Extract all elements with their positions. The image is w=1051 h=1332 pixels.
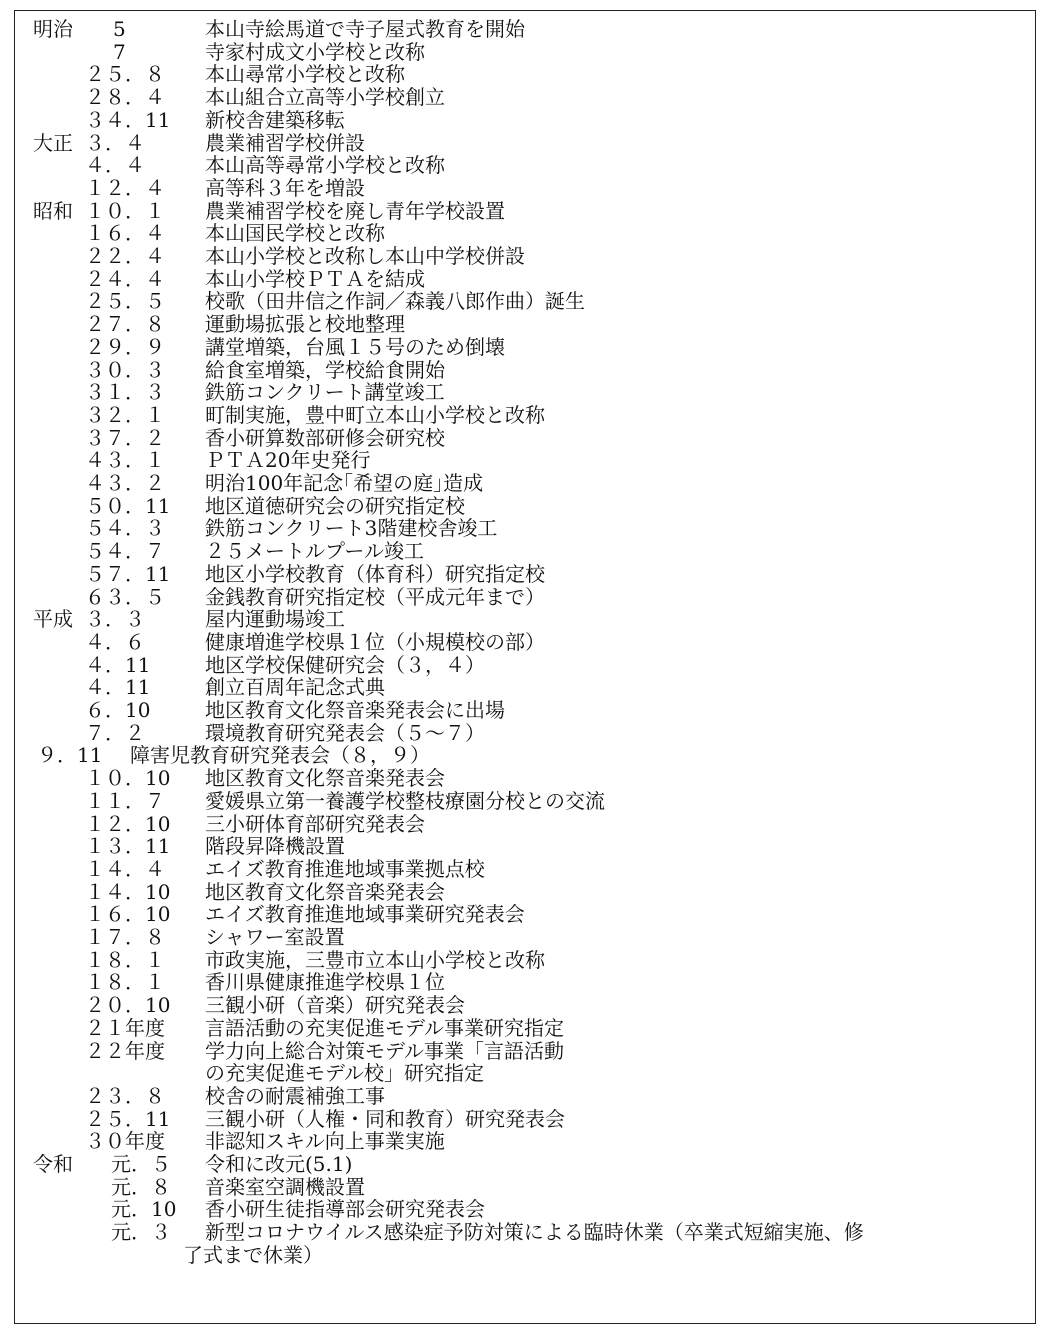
entry-event: 運動場拡張と校地整理 [205,312,405,337]
entry-date: 元．８ [111,1174,171,1199]
entry-date: １０．10 [85,766,171,791]
entry-date: 元．５ [111,1152,171,1176]
entry-event: 校歌（田井信之作詞／森義八郎作曲）誕生 [205,289,585,314]
entry-date: ２２．４ [85,244,165,268]
entry-date: ３０．３ [85,357,165,382]
entry-date: ２３．８ [85,1083,165,1108]
entry-event: 明治100年記念｢希望の庭｣造成 [205,471,484,495]
entry-date: １６．10 [85,902,171,927]
entry-date: ３．４ [85,130,145,155]
era-label: 昭和 [33,198,73,223]
entry-date: 元．３ [111,1220,171,1245]
entry-event: 階段昇降機設置 [205,834,345,859]
entry-event: 三観小研（人権・同和教育）研究発表会 [205,1106,565,1131]
entry-event: 地区教育文化祭音楽発表会 [205,766,445,791]
entry-event-continuation: の充実促進モデル校」研究指定 [205,1061,484,1086]
entry-date: ９．11 [37,743,103,768]
entry-event: 香川県健康推進学校県１位 [205,970,445,995]
entry-event: 市政実施，三豊市立本山小学校と改称 [205,947,545,972]
entry-event: ＰＴＡ20年史発行 [205,448,371,473]
entry-event: 地区道徳研究会の研究指定校 [205,493,465,518]
entry-event: シャワー室設置 [205,925,345,949]
entry-date: ２５．５ [85,289,165,314]
entry-event: 町制実施，豊中町立本山小学校と改称 [205,402,545,427]
entry-date: ４３．２ [85,471,165,495]
entry-event: エイズ教育推進地域事業拠点校 [205,856,485,881]
entry-event: 地区学校保健研究会（３，４） [205,652,485,677]
entry-event: 鉄筋コンクリート3階建校舎竣工 [205,516,498,541]
entry-event: 新校舎建築移転 [205,107,345,132]
entry-event: 三小研体育部研究発表会 [205,811,425,836]
entry-date: ３０年度 [85,1129,165,1154]
entry-event: 新型コロナウイルス感染症予防対策による臨時休業（卒業式短縮実施、修 [205,1220,864,1245]
entry-date: ４．11 [85,652,151,677]
entry-date: ２０．10 [85,993,171,1018]
entry-date: ２９．９ [85,334,165,359]
entry-event: 屋内運動場竣工 [205,607,345,632]
entry-date: ４．11 [85,675,151,700]
entry-event: 本山高等尋常小学校と改称 [205,153,445,178]
entry-event: 香小研算数部研修会研究校 [205,425,445,450]
entry-event: 本山尋常小学校と改称 [205,62,405,87]
entry-event: エイズ教育推進地域事業研究発表会 [205,902,525,927]
entry-event: 愛媛県立第一養護学校整枝療園分校との交流 [205,788,605,813]
entry-date: ４３．１ [85,448,165,473]
entry-date: ５４．３ [85,516,165,541]
entry-event: 本山国民学校と改称 [205,221,385,246]
entry-date: １４．４ [85,856,165,881]
entry-event: 農業補習学校を廃し青年学校設置 [205,198,505,223]
entry-date: ３２．１ [85,402,165,427]
entry-event-continuation: 了式まで休業） [183,1242,323,1267]
entry-date: １０．１ [85,198,165,223]
entry-date: ５４．７ [85,539,165,564]
entry-event: ２５メートルプール竣工 [205,539,424,564]
entry-event: 障害児教育研究発表会（８，９） [130,743,430,768]
entry-event: 鉄筋コンクリート講堂竣工 [205,380,445,405]
entry-date: ２７．８ [85,312,165,337]
entry-date: ２５．８ [85,62,165,87]
entry-date: ３７．２ [85,425,165,450]
entry-date: １２．10 [85,811,171,836]
entry-date: 5 [113,17,126,41]
entry-event: 農業補習学校併設 [205,130,365,155]
entry-date: ６．10 [85,698,151,722]
entry-date: 7 [113,39,126,64]
era-label: 令和 [33,1152,73,1176]
entry-event: 講堂増築，台風１５号のため倒壊 [205,334,505,359]
entry-date: ２４．４ [85,266,165,291]
entry-event: 本山小学校と改称し本山中学校併設 [205,244,525,268]
entry-date: ３４．11 [85,107,171,132]
entry-event: 本山小学校ＰＴＡを結成 [205,266,425,291]
entry-date: ２１年度 [85,1015,165,1040]
entry-event: 寺家村成文小学校と改称 [205,39,425,64]
entry-date: １７．８ [85,925,165,949]
entry-date: ３１．３ [85,380,165,405]
era-label: 明治 [33,17,73,41]
history-list [15,11,1035,1323]
entry-event: 金銭教育研究指定校（平成元年まで） [205,584,545,609]
entry-date: ３．３ [85,607,145,632]
entry-event: 健康増進学校県１位（小規模校の部） [205,629,545,654]
entry-event: 三観小研（音楽）研究発表会 [205,993,465,1018]
entry-date: １４．10 [85,879,171,904]
entry-event: 本山組合立高等小学校創立 [205,85,445,110]
entry-date: ７．２ [85,720,145,745]
entry-date: １３．11 [85,834,171,859]
era-label: 平成 [33,607,73,632]
entry-event: 創立百周年記念式典 [205,675,385,700]
entry-event: 香小研生徒指導部会研究発表会 [205,1197,485,1222]
entry-date: ２２年度 [85,1038,165,1063]
entry-event: 地区教育文化祭音楽発表会 [205,879,445,904]
entry-event: 地区小学校教育（体育科）研究指定校 [205,561,545,586]
entry-event: 音楽室空調機設置 [205,1174,365,1199]
entry-date: １６．４ [85,221,165,246]
entry-event: 本山寺絵馬道で寺子屋式教育を開始 [205,17,525,41]
entry-date: ４．４ [85,153,145,178]
entry-date: 元．10 [111,1197,177,1222]
entry-event: 給食室増築，学校給食開始 [205,357,445,382]
entry-date: ５７．11 [85,561,171,586]
entry-event: 令和に改元(5.1) [205,1152,353,1176]
entry-date: ２８．４ [85,85,165,110]
entry-date: １１．７ [85,788,165,813]
entry-date: ５０．11 [85,493,171,518]
entry-date: ６３．５ [85,584,165,609]
entry-event: 地区教育文化祭音楽発表会に出場 [205,698,505,722]
entry-date: ４．６ [85,629,145,654]
entry-date: ２５．11 [85,1106,171,1131]
entry-date: １２．４ [85,175,165,200]
history-table-frame [14,10,1036,1324]
era-label: 大正 [33,130,73,155]
entry-date: １８．１ [85,947,165,972]
entry-date: １８．１ [85,970,165,995]
entry-event: 校舎の耐震補強工事 [205,1083,385,1108]
entry-event: 環境教育研究発表会（５～７） [205,720,485,745]
entry-event: 高等科３年を増設 [205,175,365,200]
entry-event: 非認知スキル向上事業実施 [205,1129,445,1154]
entry-event: 学力向上総合対策モデル事業「言語活動 [205,1038,564,1063]
entry-event: 言語活動の充実促進モデル事業研究指定 [205,1015,564,1040]
